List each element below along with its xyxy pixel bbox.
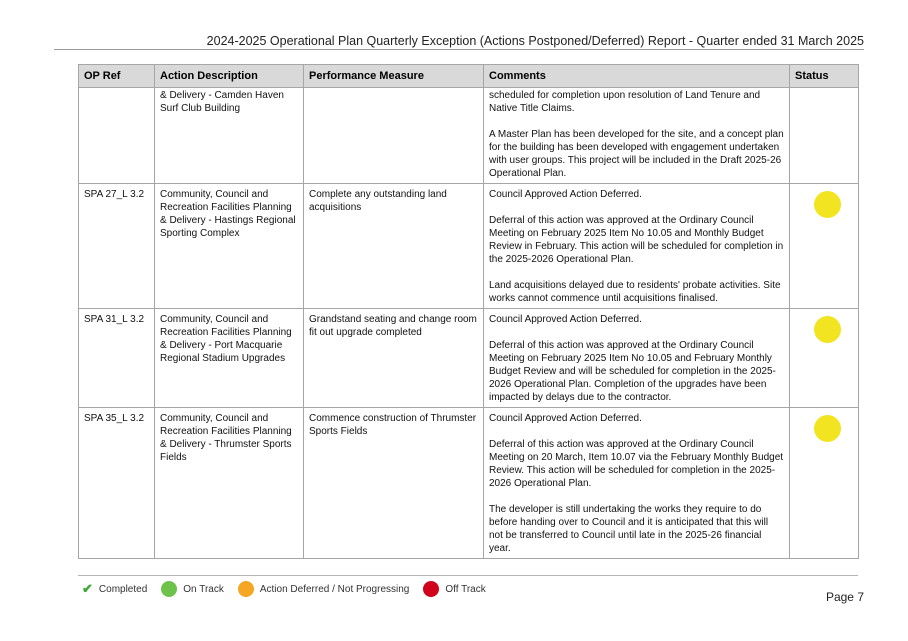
column-header-comments: Comments [484, 65, 790, 88]
legend-label: Off Track [445, 583, 486, 595]
cell-action-description: Community, Council and Recreation Facilities Planning & Delivery - Hastings Regional Sporting Complex [155, 184, 304, 309]
comment-paragraph: scheduled for completion upon resolution of Land Tenure and Native Title Claims. [489, 90, 761, 114]
column-header-action-description: Action Description [155, 65, 304, 88]
green-dot-icon [161, 581, 177, 597]
legend-item-on-track [161, 581, 224, 597]
cell-performance-measure: Grandstand seating and change room fit out upgrade completed [304, 309, 484, 408]
page-number: Page 7 [825, 590, 864, 604]
cell-status [790, 184, 859, 309]
column-header-status: Status [790, 65, 859, 88]
table-row [79, 309, 859, 408]
comment-paragraph: Council Approved Action Deferred. [489, 189, 642, 200]
cell-op-ref [79, 88, 155, 184]
cell-performance-measure: Commence construction of Thrumster Sports Fields [304, 408, 484, 559]
legend-item-deferred [238, 581, 410, 597]
cell-comments [484, 184, 790, 309]
status-deferred-dot-icon [814, 415, 841, 442]
comment-paragraph: Deferral of this action was approved at the Ordinary Council Meeting on February 2025 Item No 10.05 and Monthly Budget Review in February. This action will be scheduled for completion in the 2025-2026 Operational Plan. [489, 215, 784, 265]
orange-dot-icon [238, 581, 254, 597]
legend-label: Completed [98, 583, 148, 595]
cell-action-description: Community, Council and Recreation Facilities Planning & Delivery - Thrumster Sports Fields [155, 408, 304, 559]
cell-op-ref: SPA 27_L 3.2 [79, 184, 155, 309]
header-divider [54, 49, 864, 50]
legend-divider [78, 575, 858, 576]
comment-paragraph: Deferral of this action was approved at the Ordinary Council Meeting on February 2025 Item No 10.05 and February Monthly Budget Review and will be scheduled for completion in the 2025-2026 Operational Plan. Completion of the upgrades have been impacted by delays due to the contractor. [489, 340, 776, 403]
comment-paragraph: Council Approved Action Deferred. [489, 314, 642, 325]
comment-paragraph: A Master Plan has been developed for the site, and a concept plan for the building has been developed with engagement undertaken with user groups. This project will be included in the Draft 2025-26 Operational Plan. [489, 129, 784, 179]
table-row [79, 184, 859, 309]
column-header-performance-measure: Performance Measure [304, 65, 484, 88]
status-deferred-dot-icon [814, 191, 841, 218]
comment-paragraph: Deferral of this action was approved at the Ordinary Council Meeting on 20 March, Item 10.07 via the February Monthly Budget Review. This action will be scheduled for completion in the 2025-2026 Operational Plan. [489, 439, 784, 489]
column-header-op-ref: OP Ref [79, 65, 155, 88]
table-row-continuation [79, 88, 859, 184]
comment-paragraph: The developer is still undertaking the works they require to do before handing over to Council and it is anticipated that this will not be transferred to Council until late in the 2025-26 financial year. [489, 504, 769, 554]
table-header-row [79, 65, 859, 88]
cell-action-description: & Delivery - Camden Haven Surf Club Building [155, 88, 304, 184]
page-header-title: 2024-2025 Operational Plan Quarterly Exception (Actions Postponed/Deferred) Report - Quarter ended 31 March 2025 [206, 34, 864, 48]
comment-paragraph: Council Approved Action Deferred. [489, 413, 642, 424]
check-icon: ✔ [82, 581, 93, 596]
legend-item-off-track [423, 581, 485, 597]
cell-op-ref: SPA 35_L 3.2 [79, 408, 155, 559]
legend-label: On Track [183, 583, 224, 595]
cell-comments [484, 408, 790, 559]
red-dot-icon [423, 581, 439, 597]
table-row [79, 408, 859, 559]
cell-status [790, 88, 859, 184]
status-deferred-dot-icon [814, 316, 841, 343]
exception-report-table [78, 64, 859, 559]
status-legend [82, 578, 500, 600]
legend-item-completed [82, 582, 147, 596]
cell-status [790, 408, 859, 559]
cell-comments [484, 309, 790, 408]
cell-comments [484, 88, 790, 184]
legend-label: Action Deferred / Not Progressing [259, 583, 410, 595]
cell-op-ref: SPA 31_L 3.2 [79, 309, 155, 408]
cell-performance-measure [304, 88, 484, 184]
cell-performance-measure: Complete any outstanding land acquisitions [304, 184, 484, 309]
cell-action-description: Community, Council and Recreation Facilities Planning & Delivery - Port Macquarie Regional Stadium Upgrades [155, 309, 304, 408]
cell-status [790, 309, 859, 408]
comment-paragraph: Land acquisitions delayed due to residents' probate activities. Site works cannot commence until acquisitions finalised. [489, 280, 781, 304]
